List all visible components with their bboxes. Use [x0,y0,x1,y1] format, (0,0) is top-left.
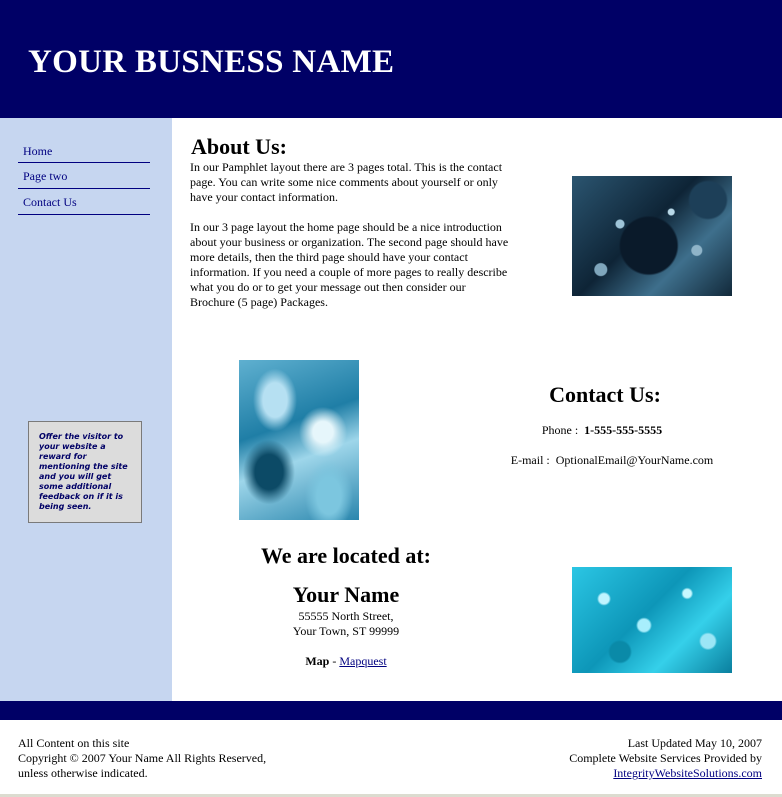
located-heading: We are located at: [260,543,432,568]
contact-heading: Contact Us: [549,382,661,407]
about-paragraph-1: In our Pamphlet layout there are 3 pages total. This is the contact page. You can write some nice comments about yourself or only have your contact information. [190,160,503,204]
sidebar [0,118,172,701]
address [228,609,464,639]
footer-left-line-1: All Content on this site [18,736,130,750]
promo-box: Offer the visitor to your website a reward for mentioning the site and you will get some additional feedback on if it is being seen. [28,421,142,523]
email-line [472,453,752,468]
footer-credits [569,736,762,781]
map-label: Map [305,654,330,668]
aqua-gel-image [572,567,732,673]
email-value: OptionalEmail@YourName.com [555,453,714,467]
address-street: 55555 North Street, [298,609,394,623]
email-label: E-mail : [510,453,550,467]
about-paragraph-2: In our 3 page layout the home page should be a nice introduction about your business or organization. The second page should have more details, then the third page should have your contact information. If you need a couple of more pages to really describe what you do or to get your message out then consider our Brochure (5 page) Packages. [190,220,509,309]
footer-updated: Last Updated May 10, 2007 [627,736,762,750]
site-footer [0,720,782,797]
site-title: YOUR BUSNESS NAME [28,44,395,80]
site-header [0,0,782,118]
nav-item-page-two[interactable]: Page two [18,163,150,189]
phone-label: Phone : [541,423,579,437]
phone-line [502,423,702,438]
map-separator: - [329,654,340,668]
provider-link[interactable]: IntegrityWebsiteSolutions.com [613,766,762,780]
map-line [228,654,464,669]
footer-left-line-2: Copyright © 2007 Your Name All Rights Reserved, [18,751,267,765]
about-text [190,160,512,325]
about-heading: About Us: [191,134,287,159]
blue-smoke-image [239,360,359,520]
footer-left-line-3: unless otherwise indicated. [18,766,148,780]
nav-item-home[interactable]: Home [18,138,150,163]
sidebar-nav [18,138,150,215]
nav-item-contact-us[interactable]: Contact Us [18,189,150,215]
footer-copyright [18,736,266,781]
phone-value: 1-555-555-5555 [584,423,663,437]
mapquest-link[interactable]: Mapquest [339,654,387,668]
dark-water-image [572,176,732,296]
business-name-heading: Your Name [292,582,400,607]
address-city: Your Town, ST 99999 [292,624,400,638]
main-content [172,118,782,701]
footer-bar [0,701,782,720]
footer-provider: Complete Website Services Provided by [569,751,762,765]
